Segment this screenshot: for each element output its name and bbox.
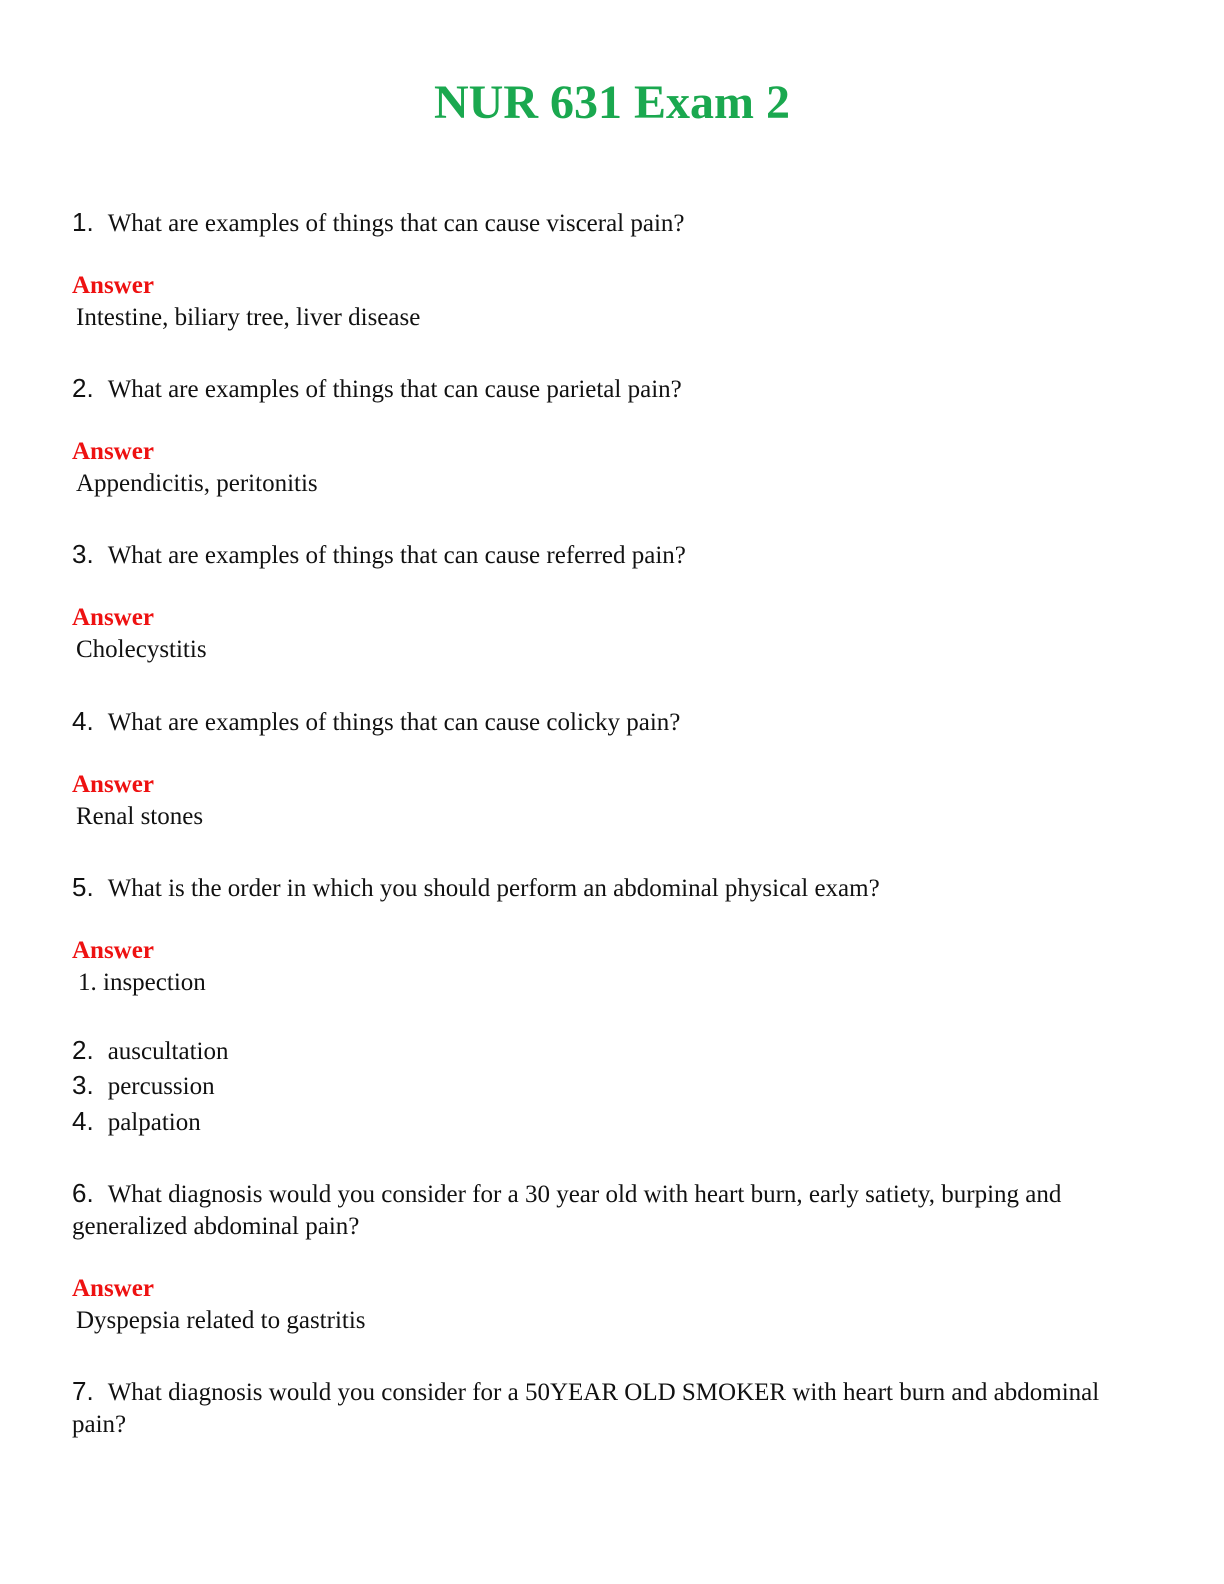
step-text: palpation — [107, 1109, 201, 1136]
question-number: 1. — [72, 207, 94, 237]
answer-label: Answer — [72, 937, 154, 964]
question-text: What diagnosis would you consider for a 30 year old with heart burn, early satiety, burping and generalized abdominal pain? — [72, 1181, 1062, 1240]
answer-label: Answer — [72, 1275, 154, 1302]
question-5 — [72, 871, 1152, 905]
question-number: 2. — [72, 373, 94, 403]
step-text: auscultation — [107, 1038, 229, 1065]
question-text: What are examples of things that can cause referred pain? — [107, 542, 686, 569]
question-3 — [72, 538, 1152, 572]
question-text: What are examples of things that can cause colicky pain? — [107, 709, 681, 736]
answer-text: Intestine, biliary tree, liver disease — [76, 304, 421, 331]
answer-text: Dyspepsia related to gastritis — [76, 1307, 366, 1334]
question-text: What is the order in which you should perform an abdominal physical exam? — [107, 875, 880, 902]
step-text: percussion — [107, 1073, 215, 1100]
answer-text: 1. inspection — [78, 969, 206, 996]
answer-text: Appendicitis, peritonitis — [76, 470, 318, 497]
step-number: 4. — [72, 1106, 94, 1136]
question-1 — [72, 206, 1152, 240]
answer-label: Answer — [72, 272, 154, 299]
answer-text: Cholecystitis — [76, 636, 207, 663]
page-title: NUR 631 Exam 2 — [434, 76, 790, 129]
question-text: What are examples of things that can cause visceral pain? — [107, 210, 685, 237]
exam-step-4 — [72, 1105, 201, 1139]
question-text: What diagnosis would you consider for a 50YEAR OLD SMOKER with heart burn and abdominal pain? — [72, 1379, 1100, 1438]
answer-label: Answer — [72, 771, 154, 798]
exam-step-2 — [72, 1034, 229, 1068]
question-4 — [72, 705, 1152, 739]
step-number: 2. — [72, 1035, 94, 1065]
step-number: 3. — [72, 1070, 94, 1100]
answer-label: Answer — [72, 604, 154, 631]
exam-step-3 — [72, 1069, 215, 1103]
question-text: What are examples of things that can cause parietal pain? — [107, 376, 682, 403]
question-6 — [72, 1177, 1152, 1243]
question-number: 3. — [72, 539, 94, 569]
question-number: 5. — [72, 872, 94, 902]
question-2 — [72, 372, 1152, 406]
question-7 — [72, 1375, 1152, 1441]
answer-label: Answer — [72, 438, 154, 465]
question-number: 6. — [72, 1178, 94, 1208]
answer-text: Renal stones — [76, 803, 204, 830]
question-number: 7. — [72, 1376, 94, 1406]
question-number: 4. — [72, 706, 94, 736]
